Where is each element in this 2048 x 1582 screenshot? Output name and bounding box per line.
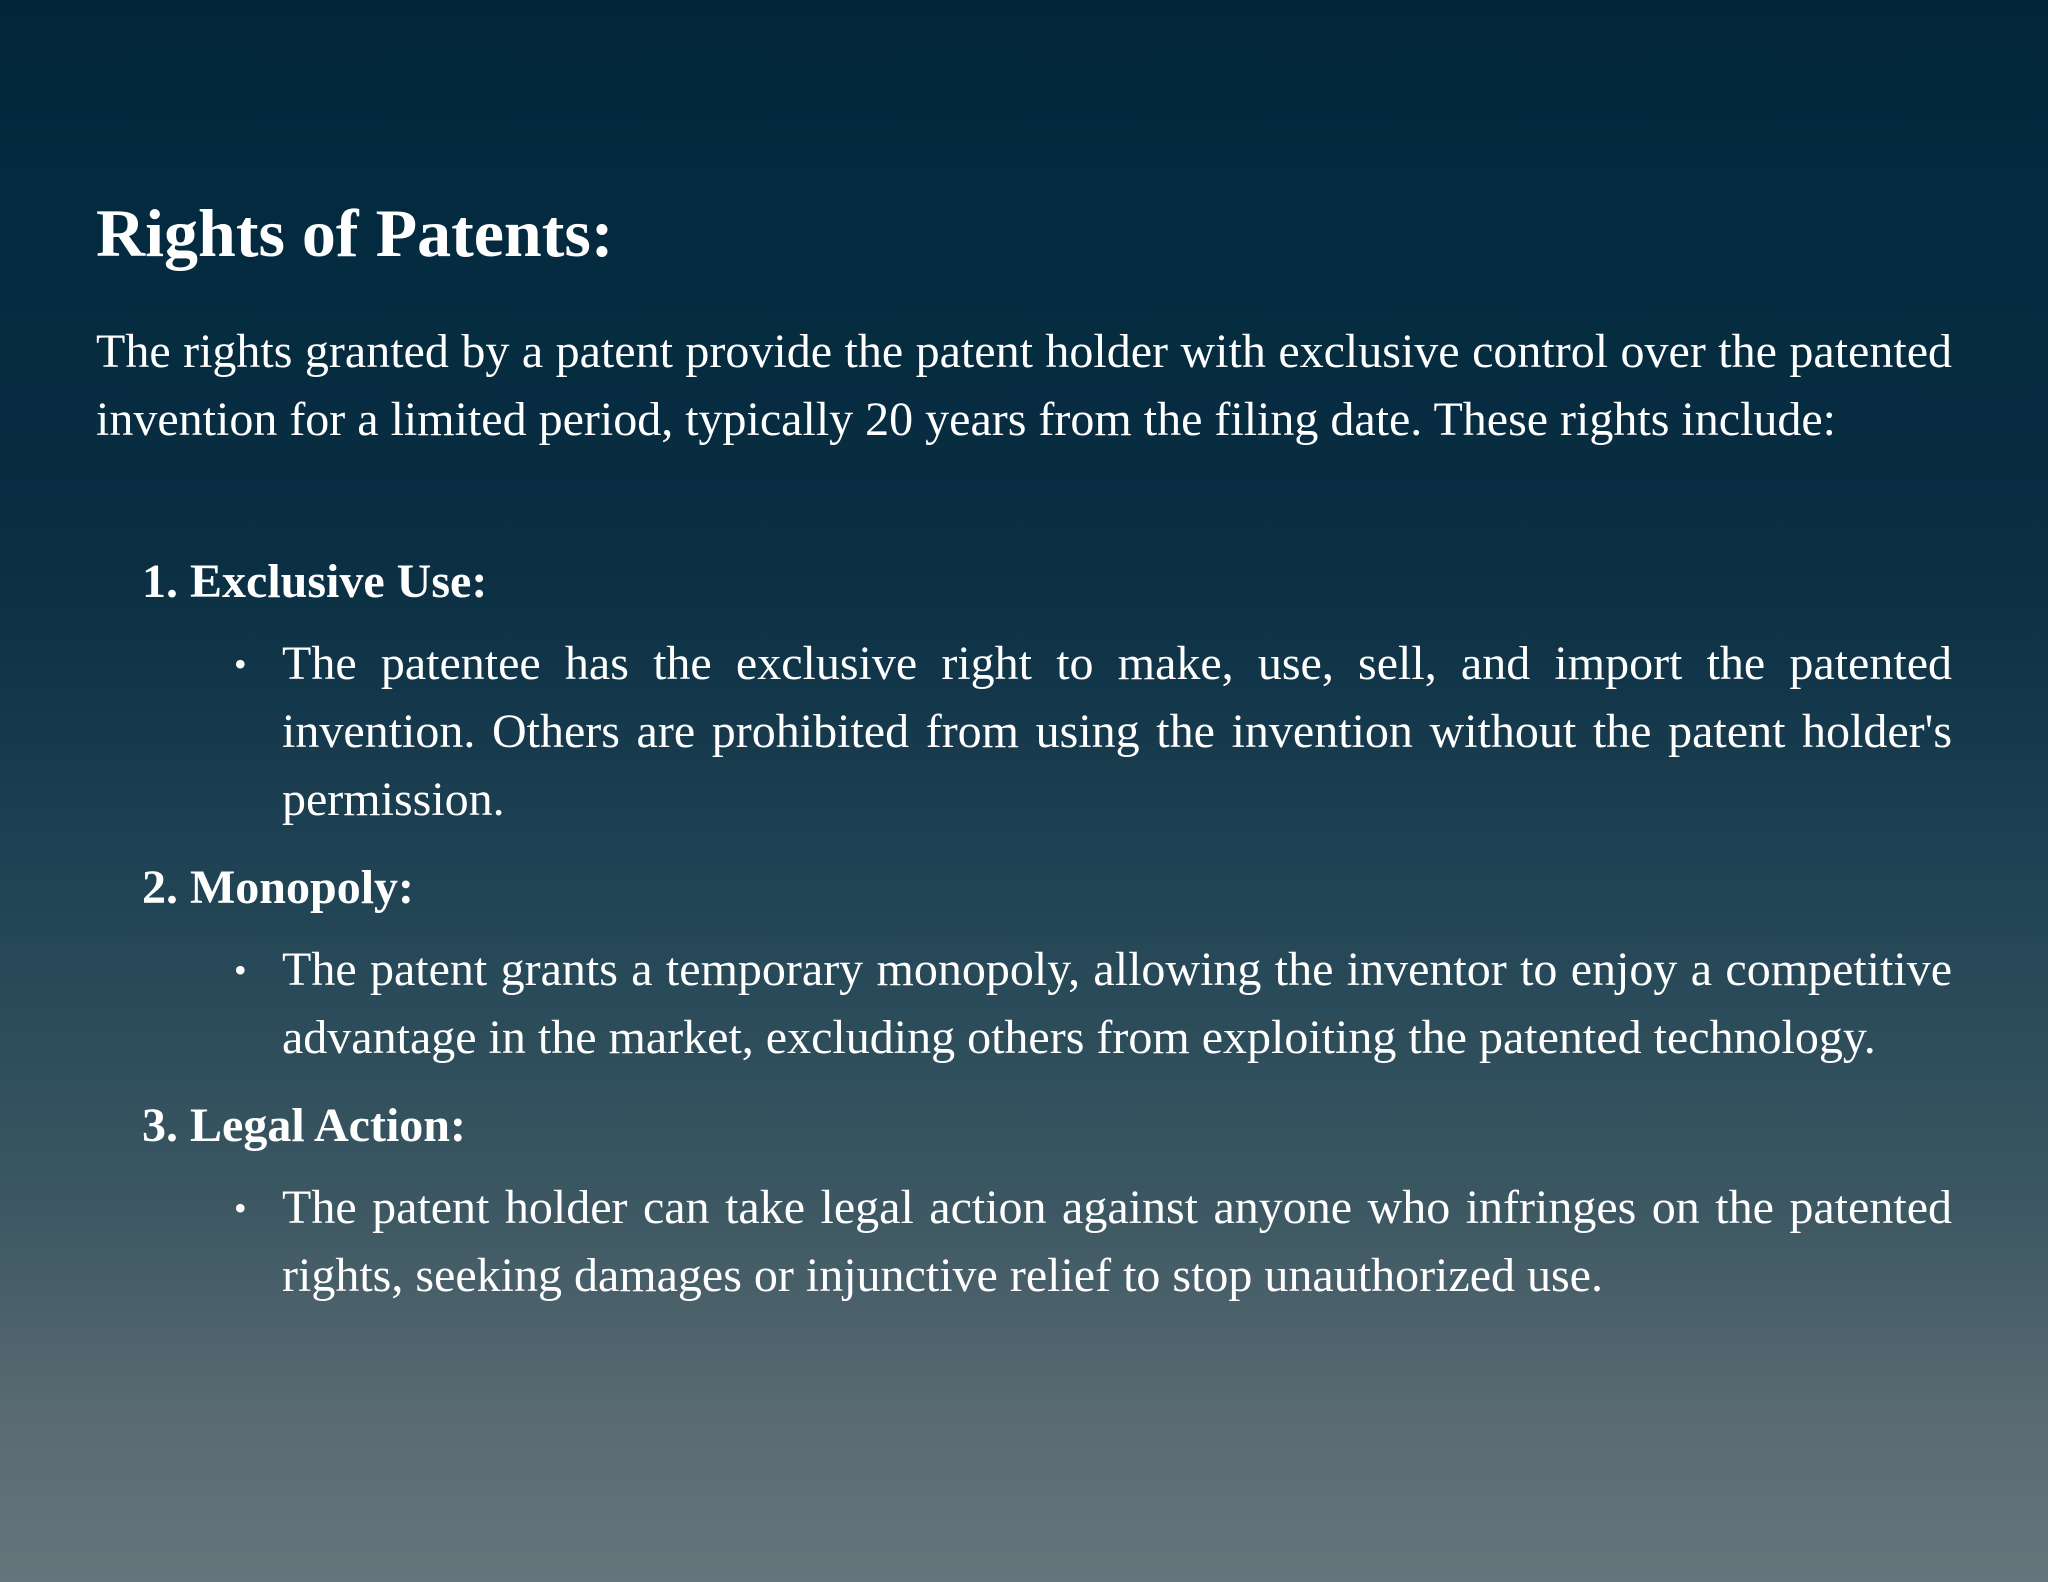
bullet-icon: • <box>234 1188 247 1228</box>
item-title: Monopoly: <box>190 861 415 914</box>
bullet-icon: • <box>234 644 247 684</box>
list-item <box>142 1092 1952 1310</box>
bullet-icon: • <box>234 950 247 990</box>
item-number: 1. <box>142 555 178 608</box>
bullet-text: The patent holder can take legal action against anyone who infringes on the patented rights, seeking damages or injunctive relief to stop unauthorized use. <box>282 1181 1952 1302</box>
bullet-point <box>142 1174 1952 1310</box>
item-number: 3. <box>142 1099 178 1152</box>
item-title: Exclusive Use: <box>190 555 488 608</box>
bullet-point <box>142 936 1952 1072</box>
list-item <box>142 854 1952 1072</box>
bullet-text: The patent grants a temporary monopoly, allowing the inventor to enjoy a competitive advantage in the market, excluding others from exploiting the patented technology. <box>282 943 1952 1064</box>
item-number: 2. <box>142 861 178 914</box>
item-title: Legal Action: <box>190 1099 466 1152</box>
page-title: Rights of Patents: <box>96 195 614 271</box>
bullet-text: The patentee has the exclusive right to make, use, sell, and import the patented invention. Others are prohibited from using the invention without the patent holder's permission. <box>282 637 1952 826</box>
item-heading <box>142 548 1952 616</box>
item-heading <box>142 1092 1952 1160</box>
bullet-point <box>142 630 1952 834</box>
rights-list <box>142 548 1952 1330</box>
list-item <box>142 548 1952 834</box>
intro-paragraph: The rights granted by a patent provide the patent holder with exclusive control over the patented invention for a limited period, typically 20 years from the filing date. These rights include: <box>96 325 1952 446</box>
item-heading <box>142 854 1952 922</box>
